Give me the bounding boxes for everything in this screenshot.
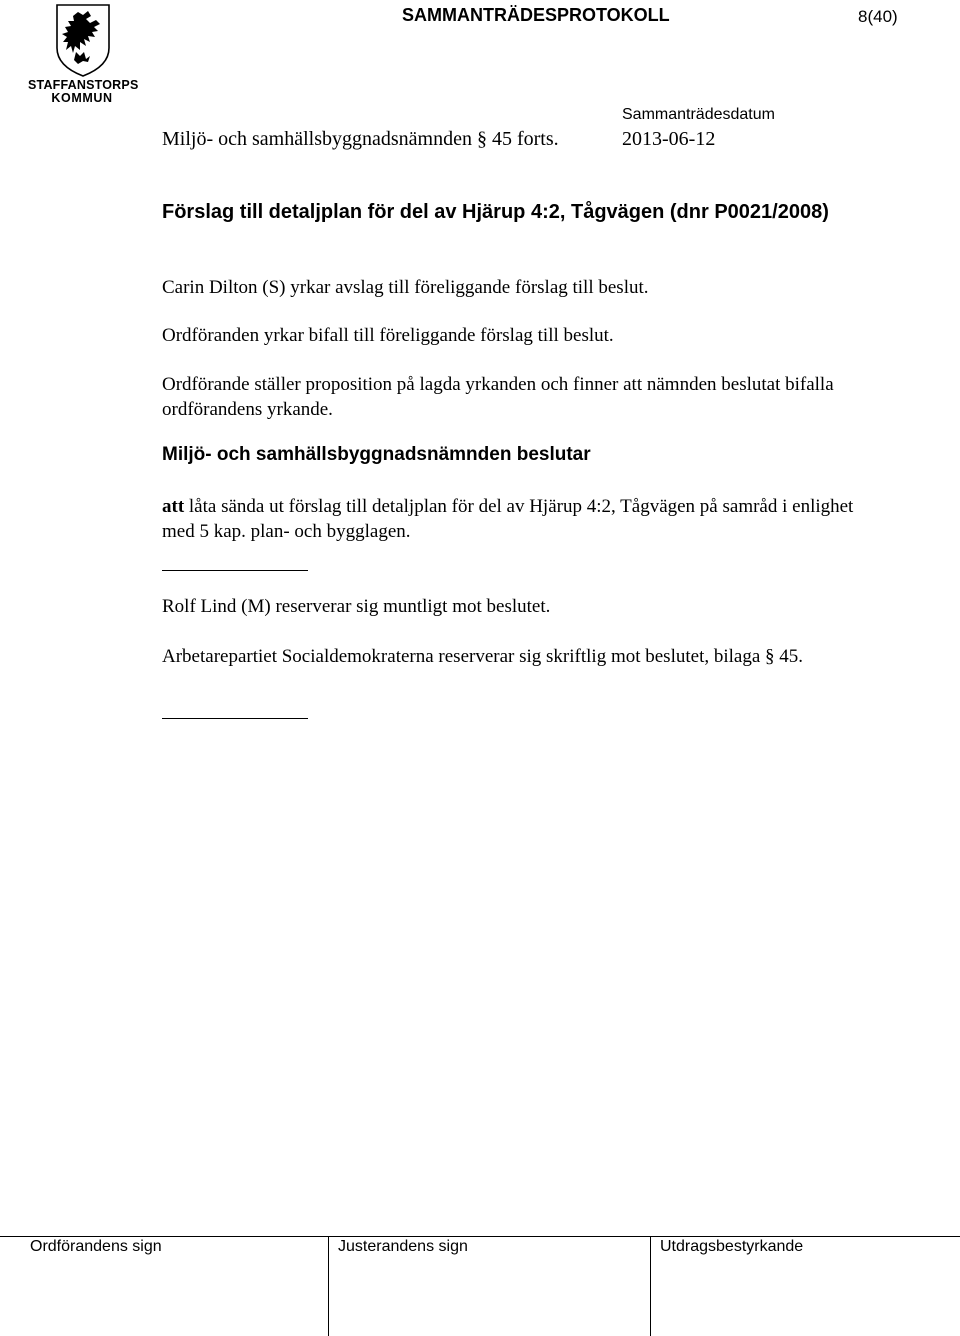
footer-column-divider (650, 1237, 651, 1336)
decision-att: att (162, 496, 185, 517)
committee-section: Miljö- och samhällsbyggnadsnämnden § 45 forts. (162, 128, 559, 150)
logo-text-line2: KOMMUN (51, 91, 113, 105)
page-number: 8(40) (858, 7, 898, 26)
paragraph-dilton-motion: Carin Dilton (S) yrkar avslag till föreliggande förslag till beslut. (162, 277, 649, 298)
paragraph-proposition: Ordförande ställer proposition på lagda yrkanden och finner att nämnden beslutat bifalla ordförandens yrkande. (162, 374, 834, 420)
separator-rule (162, 570, 308, 571)
meeting-date: 2013-06-12 (622, 128, 716, 150)
footer-adjuster-sign: Justerandens sign (338, 1238, 468, 1255)
separator-rule (162, 718, 308, 719)
decision-heading: Miljö- och samhällsbyggnadsnämnden beslutar (162, 444, 591, 465)
paragraph-decision (162, 494, 862, 544)
paragraph-reservation-s: Arbetarepartiet Socialdemokraterna reserverar sig skriftlig mot beslutet, bilaga § 45. (162, 646, 804, 667)
paragraph-reservation-lind: Rolf Lind (M) reserverar sig muntligt mot beslutet. (162, 596, 551, 617)
footer-certification: Utdragsbestyrkande (660, 1238, 804, 1255)
footer-divider (0, 1236, 960, 1237)
footer-column-divider (328, 1237, 329, 1336)
document-title: SAMMANTRÄDESPROTOKOLL (402, 5, 670, 25)
footer-chair-sign: Ordförandens sign (30, 1238, 162, 1255)
logo-text-line1: STAFFANSTORPS (28, 78, 139, 92)
decision-text: låta sända ut förslag till detaljplan för del av Hjärup 4:2, Tågvägen på samråd i enlighet med 5 kap. plan- och bygglagen. (162, 496, 854, 542)
meeting-date-label: Sammanträdesdatum (622, 106, 775, 123)
paragraph-chair-motion: Ordföranden yrkar bifall till föreliggande förslag till beslut. (162, 325, 614, 346)
item-heading: Förslag till detaljplan för del av Hjärup 4:2, Tågvägen (dnr P0021/2008) (162, 201, 829, 223)
